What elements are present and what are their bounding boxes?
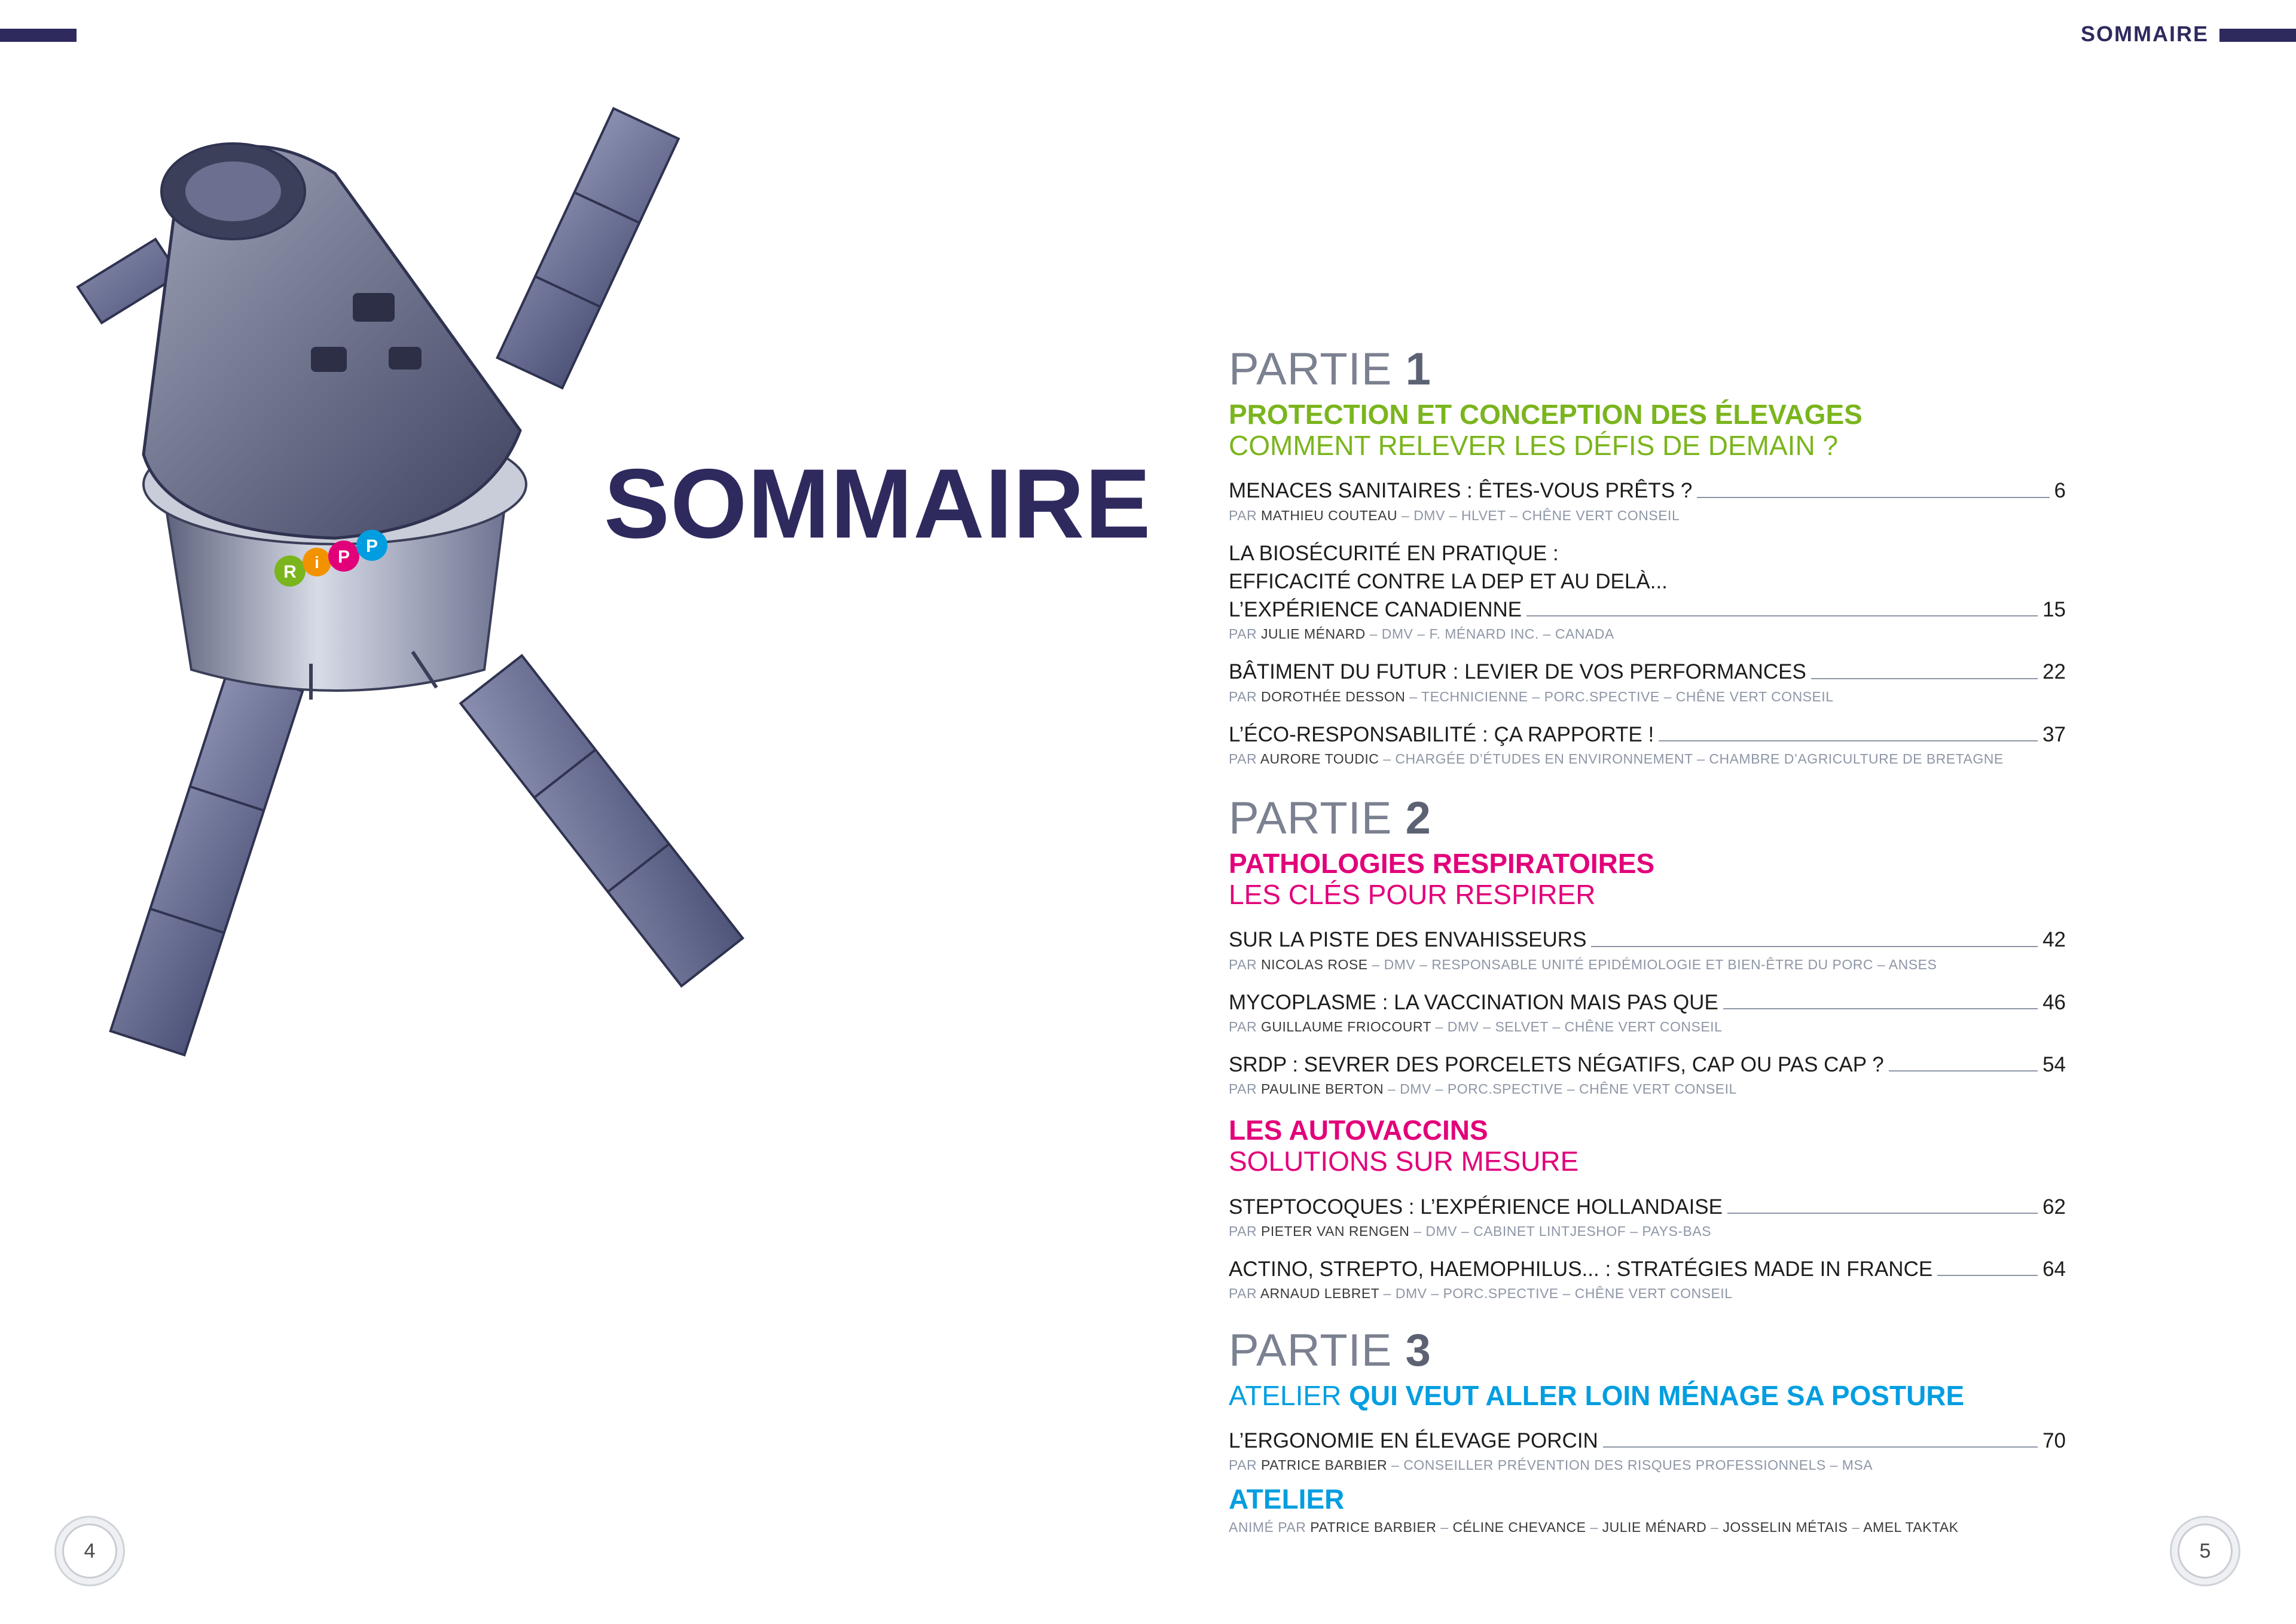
leader-line xyxy=(1727,1213,2038,1214)
toc-entry[interactable] xyxy=(1229,988,2066,1035)
leader-line xyxy=(1659,740,2038,741)
atelier-heading: ATELIER QUI VEUT ALLER LOIN MÉNAGE SA POSTURE xyxy=(1229,1380,1965,1412)
leader-line xyxy=(1723,1008,2038,1009)
entry-title: L’EXPÉRIENCE CANADIENNE xyxy=(1229,598,1522,622)
byline: PAR GUILLAUME FRIOCOURT – DMV – SELVET – CHÊNE VERT CONSEIL xyxy=(1229,1018,1723,1034)
page-number-right: 5 xyxy=(2178,1524,2233,1579)
leader-line xyxy=(1603,1446,2038,1448)
byline: PAR PIETER VAN RENGEN – DMV – CABINET LINTJESHOF – PAYS-BAS xyxy=(1229,1223,1712,1239)
part-heading-2: PARTIE 2 xyxy=(1229,792,1431,844)
entry-title: STEPTOCOQUES : L’EXPÉRIENCE HOLLANDAISE xyxy=(1229,1195,1723,1219)
animators-line: ANIMÉ PAR PATRICE BARBIER – CÉLINE CHEVANCE – JULIE MÉNARD – JOSSELIN MÉTAIS – AMEL TAKTAK xyxy=(1229,1519,1959,1535)
page-number: 42 xyxy=(2042,928,2066,952)
leader-line xyxy=(1697,497,2049,498)
svg-text:P: P xyxy=(365,536,378,556)
byline: PAR ARNAUD LEBRET – DMV – PORC.SPECTIVE – CHÊNE VERT CONSEIL xyxy=(1229,1286,1733,1302)
section-subtitle: LES CLÉS POUR RESPIRER xyxy=(1229,878,1596,910)
toc-entry[interactable] xyxy=(1229,721,2066,767)
svg-text:i: i xyxy=(315,553,319,572)
leader-line xyxy=(1811,678,2038,679)
page-title: SOMMAIRE xyxy=(604,448,1152,558)
section-title: PATHOLOGIES RESPIRATOIRES xyxy=(1229,847,1655,879)
toc-entry[interactable] xyxy=(1229,477,2066,523)
table-of-contents xyxy=(1229,344,2066,1536)
part-heading-1: PARTIE 1 xyxy=(1229,344,1431,395)
section-title: PROTECTION ET CONCEPTION DES ÉLEVAGES xyxy=(1229,399,1863,430)
page-number: 62 xyxy=(2042,1195,2066,1219)
byline: PAR PATRICE BARBIER – CONSEILLER PRÉVENTION DES RISQUES PROFESSIONNELS – MSA xyxy=(1229,1457,1873,1473)
byline: PAR PAULINE BERTON – DMV – PORC.SPECTIVE – CHÊNE VERT CONSEIL xyxy=(1229,1081,1737,1097)
byline: PAR DOROTHÉE DESSON – TECHNICIENNE – PORC.SPECTIVE – CHÊNE VERT CONSEIL xyxy=(1229,688,1834,704)
entry-title: ACTINO, STREPTO, HAEMOPHILUS... : STRATÉGIES MADE IN FRANCE xyxy=(1229,1257,1933,1281)
byline: PAR NICOLAS ROSE – DMV – RESPONSABLE UNITÉ EPIDÉMIOLOGIE ET BIEN-ÊTRE DU PORC – ANSES xyxy=(1229,956,1937,972)
section-title: LES AUTOVACCINS xyxy=(1229,1115,1488,1146)
top-bar-left xyxy=(0,29,77,42)
top-bar-right xyxy=(2219,29,2296,42)
running-header: SOMMAIRE xyxy=(2081,22,2209,46)
page-number: 54 xyxy=(2042,1052,2066,1076)
toc-entry[interactable] xyxy=(1229,926,2066,972)
toc-entry[interactable] xyxy=(1229,1193,2066,1240)
byline: PAR MATHIEU COUTEAU – DMV – HLVET – CHÊNE VERT CONSEIL xyxy=(1229,507,1680,523)
leader-line xyxy=(1591,946,2038,947)
entry-title: SRDP : SEVRER DES PORCELETS NÉGATIFS, CAP OU PAS CAP ? xyxy=(1229,1052,1884,1076)
solar-panel-upper-right xyxy=(497,108,679,388)
leader-line xyxy=(1889,1070,2038,1072)
atelier-title: ATELIER xyxy=(1229,1483,1345,1515)
toc-entry[interactable] xyxy=(1229,539,2066,643)
section-subtitle: SOLUTIONS SUR MESURE xyxy=(1229,1145,1579,1177)
svg-text:R: R xyxy=(283,562,297,582)
toc-entry[interactable] xyxy=(1229,1051,2066,1097)
entry-title: MENACES SANITAIRES : ÊTES-VOUS PRÊTS ? xyxy=(1229,479,1693,503)
part-heading-3: PARTIE 3 xyxy=(1229,1325,1431,1376)
entry-title: BÂTIMENT DU FUTUR : LEVIER DE VOS PERFORMANCES xyxy=(1229,660,1806,684)
page-number: 22 xyxy=(2042,660,2066,684)
entry-title: L’ÉCO-RESPONSABILITÉ : ÇA RAPPORTE ! xyxy=(1229,722,1654,746)
entry-title: L’ERGONOMIE EN ÉLEVAGE PORCIN xyxy=(1229,1428,1598,1452)
page-number: 46 xyxy=(2042,990,2066,1014)
entry-title: SUR LA PISTE DES ENVAHISSEURS xyxy=(1229,928,1587,952)
svg-text:P: P xyxy=(337,547,350,567)
page-number: 37 xyxy=(2042,722,2066,746)
leader-line xyxy=(1526,615,2038,616)
page-number: 70 xyxy=(2042,1428,2066,1452)
page-number: 15 xyxy=(2042,598,2066,622)
entry-title: MYCOPLASME : LA VACCINATION MAIS PAS QUE xyxy=(1229,990,1718,1014)
toc-entry[interactable] xyxy=(1229,658,2066,704)
page-number: 64 xyxy=(2042,1257,2066,1281)
leader-line xyxy=(1937,1275,2038,1276)
entry-title-line: LA BIOSÉCURITÉ EN PRATIQUE : xyxy=(1229,541,1559,565)
entry-title-line: EFFICACITÉ CONTRE LA DEP ET AU DELÀ... xyxy=(1229,569,1668,593)
page-number-left: 4 xyxy=(62,1524,117,1579)
page-number: 6 xyxy=(2054,479,2066,503)
byline: PAR AURORE TOUDIC – CHARGÉE D’ÉTUDES EN ENVIRONNEMENT – CHAMBRE D’AGRICULTURE DE BRETAGNE xyxy=(1229,750,2004,767)
spacecraft-illustration xyxy=(54,96,891,1112)
byline: PAR JULIE MÉNARD – DMV – F. MÉNARD INC. – CANADA xyxy=(1229,626,1614,642)
section-subtitle: COMMENT RELEVER LES DÉFIS DE DEMAIN ? xyxy=(1229,429,1839,461)
solar-panel-lower-left xyxy=(111,667,303,1055)
toc-entry[interactable] xyxy=(1229,1255,2066,1302)
solar-panel-lower-right xyxy=(460,655,743,986)
toc-entry[interactable] xyxy=(1229,1427,2066,1473)
